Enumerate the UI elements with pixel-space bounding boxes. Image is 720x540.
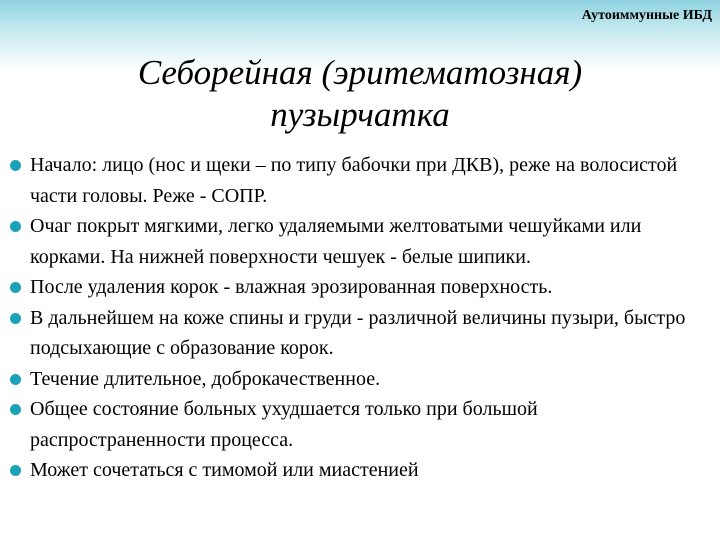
- bullet-text: Очаг покрыт мягкими, легко удаляемыми желтоватыми чешуйками или корками. На нижней поверхности чешуек - белые шипики.: [30, 215, 642, 268]
- bullet-item: [8, 150, 712, 211]
- bullet-item: [8, 272, 712, 303]
- slide-title: [0, 52, 720, 136]
- bullet-text: Общее состояние больных ухудшается только при большой распространенности процесса.: [30, 398, 538, 451]
- bullet-text: Течение длительное, доброкачественное.: [30, 367, 381, 390]
- slide-title-line-1: Себорейная (эритематозная): [137, 53, 583, 92]
- bullet-dot-icon: [10, 160, 21, 171]
- bullet-dot-icon: [10, 313, 21, 324]
- bullet-text: Начало: лицо (нос и щеки – по типу бабочки при ДКВ), реже на волосистой части головы. Реже - СОПР.: [30, 154, 678, 207]
- bullet-item: [8, 303, 712, 364]
- section-label: Аутоиммунные ИБД: [581, 8, 712, 23]
- bullet-text: В дальнейшем на коже спины и груди - различной величины пузыри, быстро подсыхающие с образование корок.: [30, 306, 686, 359]
- bullet-list: [8, 150, 712, 486]
- bullet-item: [8, 364, 712, 395]
- bullet-dot-icon: [10, 374, 21, 385]
- slide-title-line-2: пузырчатка: [270, 95, 450, 134]
- bullet-dot-icon: [10, 282, 21, 293]
- bullet-dot-icon: [10, 221, 21, 232]
- bullet-text: Может сочетаться с тимомой или миастенией: [30, 459, 419, 481]
- bullet-item: [8, 211, 712, 272]
- bullet-dot-icon: [10, 465, 21, 476]
- bullet-item: [8, 455, 712, 486]
- bullet-item: [8, 394, 712, 455]
- bullet-dot-icon: [10, 404, 21, 415]
- bullet-text: После удаления корок - влажная эрозированная поверхность.: [30, 276, 553, 298]
